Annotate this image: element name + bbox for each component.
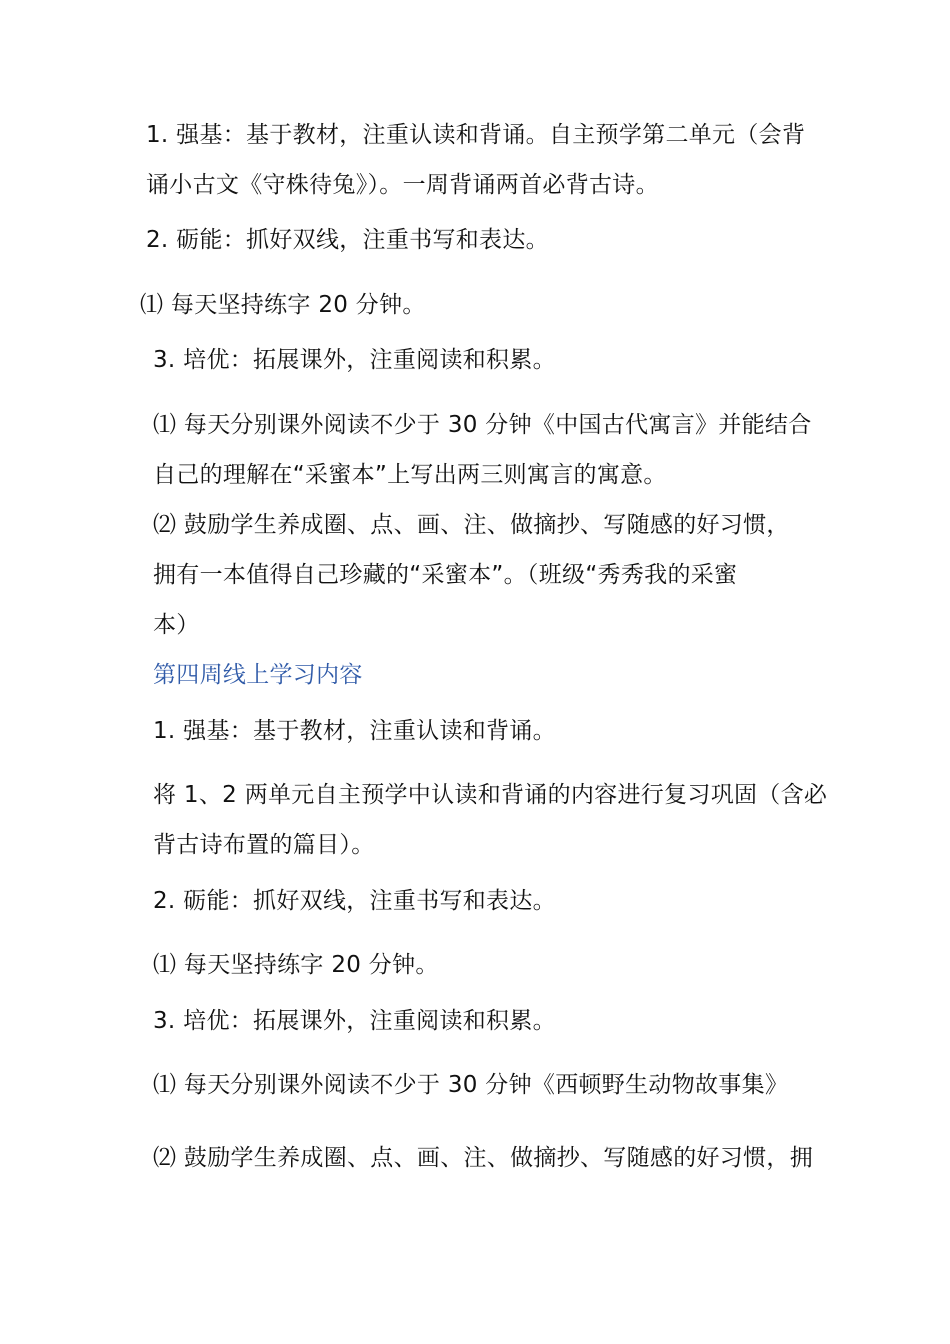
text-line: 本） [153, 612, 200, 638]
text-line: 将 1、2 两单元自主预学中认读和背诵的内容进行复习巩固（含必 [153, 782, 828, 808]
text-line: ⑴ 每天分别课外阅读不少于 30 分钟《西顿野生动物故事集》 [153, 1072, 789, 1098]
text-line: 拥有一本值得自己珍藏的“采蜜本”。（班级“秀秀我的采蜜 [153, 562, 738, 588]
text-line: 自己的理解在“采蜜本”上写出两三则寓言的寓意。 [153, 462, 667, 488]
text-line: 1. 强基：基于教材，注重认读和背诵。自主预学第二单元（会背 [146, 122, 806, 148]
text-line: 背古诗布置的篇目）。 [153, 832, 375, 858]
text-line: ⑴ 每天坚持练字 20 分钟。 [153, 952, 439, 978]
text-line: 诵小古文《守株待兔》）。一周背诵两首必背古诗。 [146, 172, 659, 198]
text-line: 2. 砺能：抓好双线，注重书写和表达。 [153, 888, 556, 914]
text-line: ⑴ 每天分别课外阅读不少于 30 分钟《中国古代寓言》并能结合 [153, 412, 812, 438]
text-line: 3. 培优：拓展课外，注重阅读和积累。 [153, 1008, 556, 1034]
text-line: ⑵ 鼓励学生养成圈、点、画、注、做摘抄、写随感的好习惯，拥 [153, 1145, 814, 1171]
text-line: 3. 培优：拓展课外，注重阅读和积累。 [153, 347, 556, 373]
text-line: 1. 强基：基于教材，注重认读和背诵。 [153, 718, 556, 744]
text-line: 2. 砺能：抓好双线，注重书写和表达。 [146, 227, 549, 253]
section-heading: 第四周线上学习内容 [153, 662, 363, 688]
text-line: ⑴ 每天坚持练字 20 分钟。 [140, 292, 426, 318]
text-line: ⑵ 鼓励学生养成圈、点、画、注、做摘抄、写随感的好习惯， [153, 512, 790, 538]
